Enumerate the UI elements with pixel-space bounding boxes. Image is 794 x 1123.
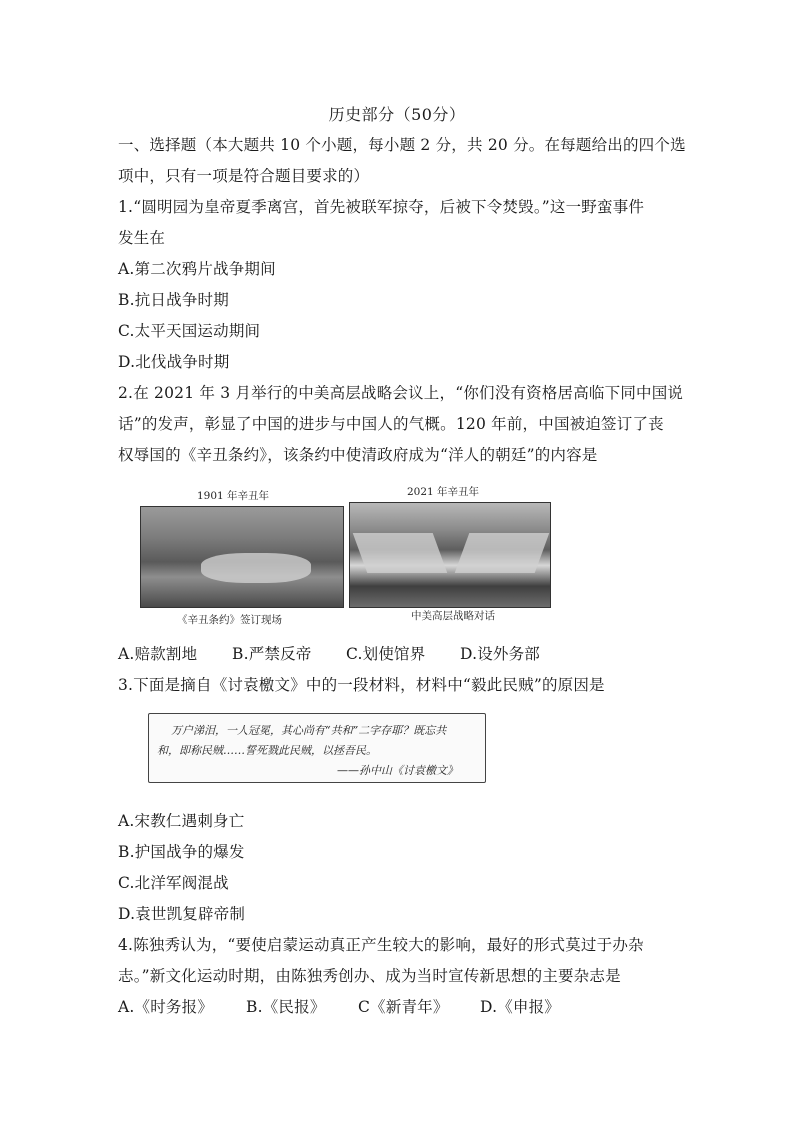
q2-option-b: B.严禁反帝	[232, 645, 312, 663]
photo-2021-bottom-caption: 中美高层战略对话	[411, 610, 495, 622]
photo-2021-top-caption: 2021 年辛丑年	[407, 486, 480, 498]
q1-stem-line-1: 1.“圆明园为皇帝夏季离宫，首先被联军掠夺，后被下令焚毁。”这一野蛮事件	[118, 198, 645, 216]
intro-line-1: 一、选择题（本大题共 10 个小题，每小题 2 分，共 20 分。在每题给出的四个选	[118, 136, 686, 154]
treaty-signing-photo	[140, 506, 344, 608]
q3-option-d: D.袁世凯复辟帝制	[118, 905, 246, 923]
quote-line-1: 万户涕泪，一人冠冕，其心尚有“共和”二字存耶？既忘共	[171, 724, 447, 737]
q3-stem-line-1: 3.下面是摘自《讨袁檄文》中的一段材料，材料中“毅此民贼”的原因是	[118, 676, 605, 694]
q3-option-b: B.护国战争的爆发	[118, 843, 245, 861]
section-title: 历史部分（50分）	[328, 105, 466, 124]
quote-source: ——孙中山《讨袁檄文》	[337, 764, 458, 777]
q3-quote-box	[148, 713, 486, 783]
q2-options-row	[118, 644, 540, 664]
strategic-dialogue-photo	[349, 502, 551, 608]
q2-option-a: A.赔款割地	[118, 645, 198, 663]
q1-stem-line-2: 发生在	[118, 229, 166, 247]
photo-1901-bottom-caption: 《辛丑条约》签订现场	[177, 614, 282, 626]
q1-option-a: A.第二次鸦片战争期间	[118, 260, 276, 278]
q1-option-c: C.太平天国运动期间	[118, 322, 261, 340]
q4-stem-line-2: 志。”新文化运动时期，由陈独秀创办、成为当时宣传新思想的主要杂志是	[118, 967, 621, 985]
q4-options-row	[118, 997, 560, 1017]
q1-option-d: D.北伐战争时期	[118, 353, 230, 371]
q2-stem-line-1: 2.在 2021 年 3 月举行的中美高层战略会议上，“你们没有资格居高临下同中国说	[118, 384, 684, 402]
q2-photo-figure	[135, 482, 555, 628]
q2-stem-line-3: 权辱国的《辛丑条约》，该条约中使清政府成为“洋人的朝廷”的内容是	[118, 446, 598, 464]
q2-option-d: D.设外务部	[460, 645, 541, 663]
intro-line-2: 项中，只有一项是符合题目要求的）	[118, 167, 370, 185]
q4-option-c: C《新青年》	[358, 998, 449, 1016]
q2-stem-line-2: 话”的发声，彰显了中国的进步与中国人的气概。120 年前，中国被迫签订了丧	[118, 415, 664, 433]
q4-option-b: B.《民报》	[246, 998, 326, 1016]
q2-option-c: C.划使馆界	[346, 645, 426, 663]
q1-option-b: B.抗日战争时期	[118, 291, 229, 309]
q4-option-d: D.《申报》	[480, 998, 561, 1016]
q4-stem-line-1: 4.陈独秀认为，“要使启蒙运动真正产生较大的影响，最好的形式莫过于办杂	[118, 936, 644, 954]
q3-option-a: A.宋教仁遇刺身亡	[118, 812, 245, 830]
q3-option-c: C.北洋军阀混战	[118, 874, 229, 892]
q4-option-a: A.《时务报》	[118, 998, 214, 1016]
quote-line-2: 和，即称民贼……誓死戮此民贼，以拯吾民。	[157, 744, 377, 757]
photo-1901-top-caption: 1901 年辛丑年	[197, 490, 270, 502]
